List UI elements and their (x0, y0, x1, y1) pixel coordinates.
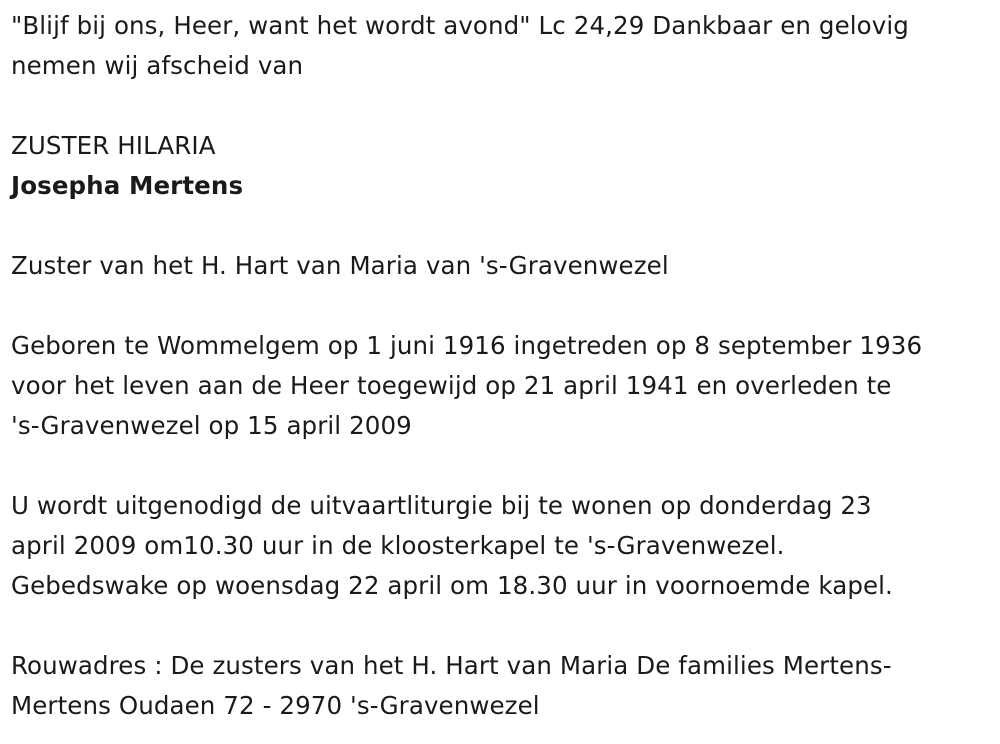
invitation-line: april 2009 om10.30 uur in de kloosterkapel te 's-Gravenwezel. (11, 531, 785, 560)
biography (11, 326, 990, 446)
spacer (11, 206, 990, 246)
mourning-address (11, 646, 990, 726)
biography-line: 's-Gravenwezel op 15 april 2009 (11, 411, 412, 440)
deceased-name: Josepha Mertens (11, 171, 244, 200)
opening-line: "Blijf bij ons, Heer, want het wordt avond" Lc 24,29 Dankbaar en gelovig (11, 11, 909, 40)
address-line: Mertens Oudaen 72 - 2970 's-Gravenwezel (11, 691, 540, 720)
spacer (11, 446, 990, 486)
biography-line: Geboren te Wommelgem op 1 juni 1916 ingetreden op 8 september 1936 (11, 331, 923, 360)
invitation-line: U wordt uitgenodigd de uitvaartliturgie bij te wonen op donderdag 23 (11, 491, 872, 520)
funeral-invitation (11, 486, 990, 606)
spacer (11, 86, 990, 126)
invitation-line: Gebedswake op woensdag 22 april om 18.30 uur in voornoemde kapel. (11, 571, 893, 600)
congregation-line: Zuster van het H. Hart van Maria van 's-Gravenwezel (11, 251, 669, 280)
address-line: Rouwadres : De zusters van het H. Hart van Maria De families Mertens- (11, 651, 892, 680)
biography-line: voor het leven aan de Heer toegewijd op 21 april 1941 en overleden te (11, 371, 892, 400)
spacer (11, 606, 990, 646)
opening-line: nemen wij afscheid van (11, 51, 304, 80)
spacer (11, 286, 990, 326)
opening-quote (11, 6, 990, 86)
religious-title: ZUSTER HILARIA (11, 131, 216, 160)
